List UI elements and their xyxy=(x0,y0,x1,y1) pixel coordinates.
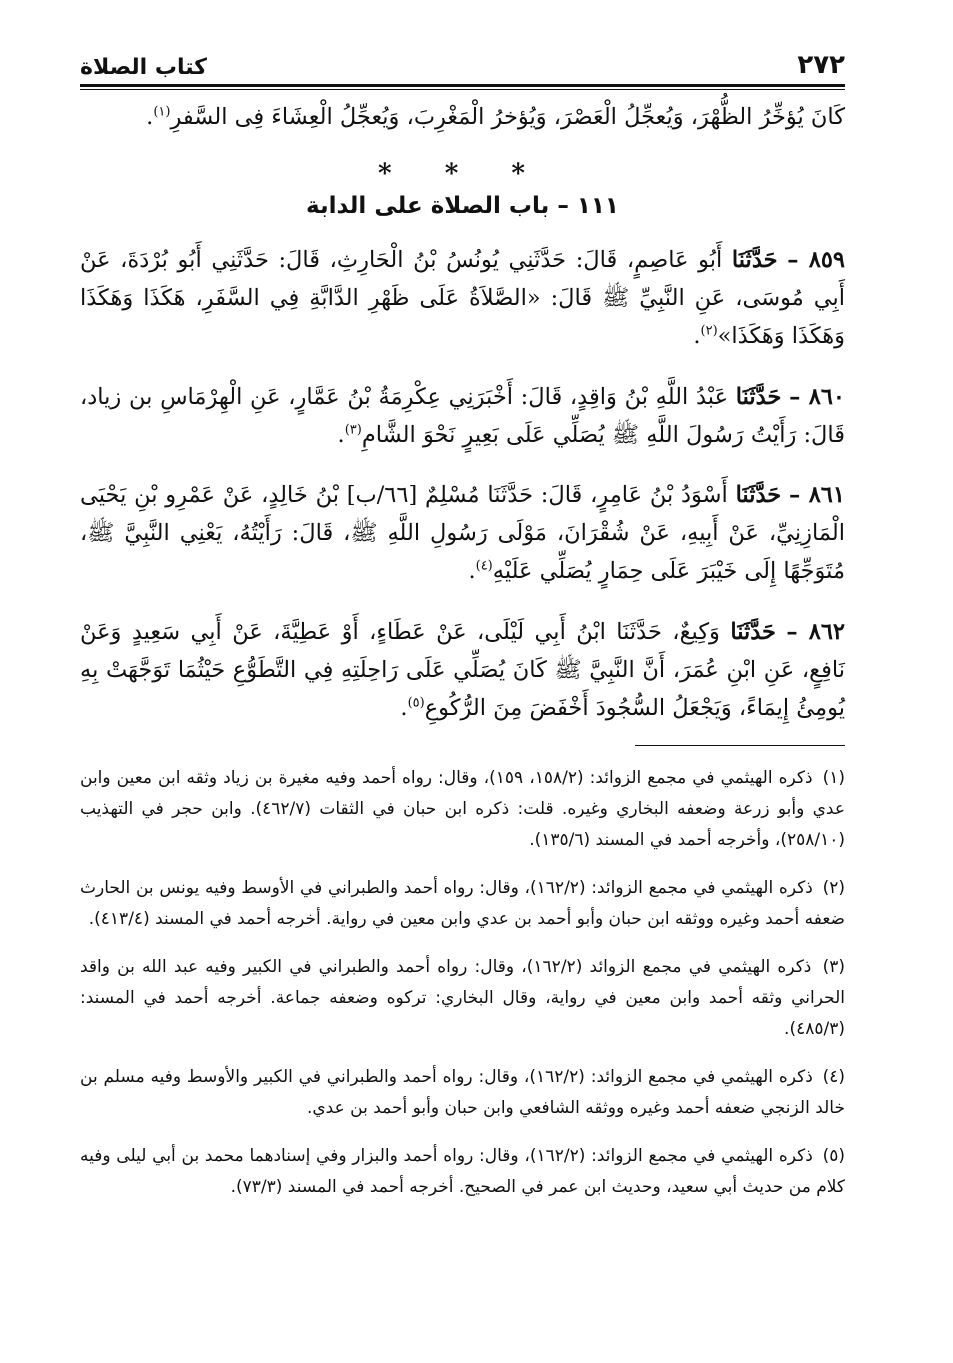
hadith-text: عَبْدُ اللَّهِ بْنُ وَاقِدٍ، قَالَ: أَخْبَرَنِي عِكْرِمَةُ بْنُ عَمَّارٍ، عَنِ الْهِرْمَاسِ بن زياد، قَالَ: رَأَيْتُ رَسُولَ اللَّهِ ﷺ يُصَلِّي عَلَى بَعِيرٍ نَحْوَ الشَّامِ xyxy=(80,383,845,448)
intro-end: . xyxy=(146,104,154,130)
hadith-end: . xyxy=(400,694,408,721)
footnote-ref: (٤) xyxy=(475,558,493,574)
footnote-marker: (١) xyxy=(822,767,846,788)
hadith-opener: حَدَّثَنَا xyxy=(730,618,776,645)
footnote-ref: (٣) xyxy=(344,422,362,437)
intro-body: كَانَ يُؤخِّرُ الظُّهْرَ، وَيُعجِّلُ الْعَصْرَ، وَيُؤخرُ الْمَغْرِبَ، وَيُعجِّلُ الْعِشَاءَ فِى السَّفرِ xyxy=(170,104,845,130)
page-header xyxy=(80,40,845,80)
footnotes-divider xyxy=(635,745,845,746)
hadith-end: . xyxy=(693,323,701,349)
footnote-text: ذكره الهيثمي في مجمع الزوائد: (١٦٢/٢)، وقال: رواه أحمد والطبراني في الأوسط وفيه يونس بن الحارث ضعفه أحمد وغيره ووثقه ابن حبان وأبو أحمد بن عدي وابن معين في رواية. أخرجه أحمد في المسند (٤١٣/٤). xyxy=(80,877,845,929)
hadith-number: ٨٦١ – xyxy=(789,482,845,508)
hadith-opener: حَدَّثَنَا xyxy=(735,482,782,508)
footnotes xyxy=(80,763,845,1203)
hadith-number: ٨٦٢ – xyxy=(786,618,846,645)
hadith-end: . xyxy=(468,558,476,584)
footnote-marker: (٢) xyxy=(822,877,845,898)
footnote-marker: (٥) xyxy=(822,1145,845,1166)
section-separator: * * * xyxy=(378,158,547,189)
footnote-1 xyxy=(80,763,845,856)
footnote-text: ذكره الهيثمي في مجمع الزوائد: (١٥٨/٢، ١٥٩)، وقال: رواه أحمد وفيه مغيرة بن زياد وثقه ابن معين وابن عدي وأبو زرعة وضعفه البخاري وغيره. قلت: ذكره ابن حبان في الثقات (٤٦٢/٧). وابن حجر في التهذيب (٢٥٨/١٠)، وأخرجه أحمد في المسند (١٣٥/٦). xyxy=(80,767,845,850)
footnote-4 xyxy=(80,1062,845,1124)
hadith-859 xyxy=(80,241,845,355)
footnote-text: ذكره الهيثمي في مجمع الزوائد: (١٦٢/٢)، وقال: رواه أحمد والطبراني في الكبير والأوسط وفيه مسلم بن خالد الزنجي ضعفه أحمد وغيره ووثقه الشافعي وابن حبان وأبو أحمد بن عدي. xyxy=(80,1066,845,1118)
footnote-text: ذكره الهيثمي في مجمع الزوائد: (١٦٢/٢)، وقال: رواه أحمد والبزار وفي إسنادهما محمد بن أبي ليلى وفيه كلام من حديث أبي سعيد، وحديث ابن عمر في الصحيح. أخرجه أحمد في المسند (٧٣/٣). xyxy=(80,1145,845,1197)
hadith-opener: حَدَّثَنَا xyxy=(735,383,782,410)
hadith-862 xyxy=(80,613,845,727)
hadith-text: وَكِيعٌ، حَدَّثَنَا ابْنُ أَبِي لَيْلَى، عَنْ عَطَاءٍ، أَوْ عَطِيَّةَ، عَنْ أَبِي سَعِيدٍ وَعَنْ نَافِعٍ، عَنِ ابْنِ عُمَرَ، أَنَّ النَّبِيَّ ﷺ كَانَ يُصَلِّي عَلَى رَاحِلَتِهِ فِي التَّطَوُّعِ حَيْثُمَا تَوَجَّهَتْ بِهِ يُومِئُ إِيمَاءً، وَيَجْعَلُ السُّجُودَ أَخْفَضَ مِنَ الرُّكُوعِ xyxy=(80,618,845,721)
footnote-2 xyxy=(80,873,845,935)
footnote-ref: (٥) xyxy=(407,695,425,710)
hadith-text: أَبُو عَاصِمٍ، قَالَ: حَدَّثَنِي يُونُسُ بْنُ الْحَارِثِ، قَالَ: حَدَّثَنِي أَبُو بُرْدَةَ، عَنْ أَبِي مُوسَى، عَنِ النَّبِيِّ ﷺ قَالَ: «الصَّلاَةُ عَلَى ظَهْرِ الدَّابَّةِ فِي السَّفَرِ، هَكَذَا وَهَكَذَا وَهَكَذَا وَهَكَذَا» xyxy=(80,247,845,349)
hadith-860 xyxy=(80,378,845,454)
footnote-marker: (٣) xyxy=(822,956,845,977)
footnote-5 xyxy=(80,1141,845,1203)
chapter-title: ١١١ – باب الصلاة على الدابة xyxy=(306,192,619,219)
book-page xyxy=(80,40,845,1207)
footnote-marker: (٤) xyxy=(822,1066,846,1087)
footnote-ref: (١) xyxy=(153,104,171,120)
hadith-opener: حَدَّثَنَا xyxy=(731,247,778,273)
hadith-number: ٨٥٩ – xyxy=(787,247,846,273)
header-rule xyxy=(80,84,845,90)
hadith-861 xyxy=(80,476,845,590)
hadith-number: ٨٦٠ – xyxy=(789,383,846,410)
footnote-3 xyxy=(80,952,845,1045)
footnote-text: ذكره الهيثمي في مجمع الزوائد (١٦٢/٢)، وقال: رواه أحمد والطبراني في الكبير وفيه عبد الله بن واقد الحراني وثقه أحمد وابن معين في رواية، وقال البخاري: تركوه وضعفه جماعة. أخرجه أحمد في المسند: (٤٨٥/٣). xyxy=(80,956,845,1039)
book-title: كتاب الصلاة xyxy=(80,55,207,80)
hadith-end: . xyxy=(337,421,345,448)
intro-text xyxy=(80,98,845,136)
footnote-ref: (٢) xyxy=(700,323,718,339)
hadith-text: أَسْوَدُ بْنُ عَامِرٍ، قَالَ: حَدَّثَنَا مُسْلِمٌ [٦٦/ب] بْنُ خَالِدٍ، عَنْ عَمْرِو بْنِ يَحْيَى الْمَازِنِيِّ، عَنْ أَبِيهِ، عَنْ شُقْرَانَ، مَوْلَى رَسُولِ اللَّهِ ﷺ، قَالَ: رَأَيْتُهُ، يَعْنِي النَّبِيَّ ﷺ، مُتَوَجِّهًا إِلَى خَيْبَرَ عَلَى حِمَارٍ يُصَلِّي عَلَيْهِ xyxy=(80,482,845,584)
page-number: ٢٧٢ xyxy=(797,50,845,80)
